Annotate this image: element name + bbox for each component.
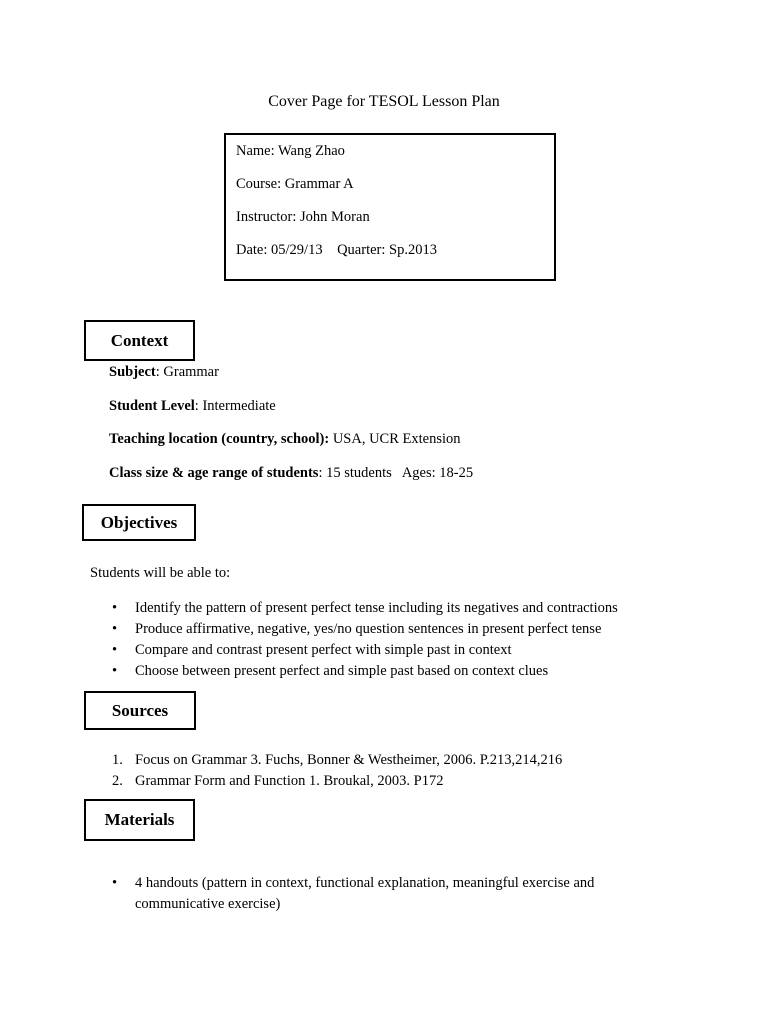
sources-heading — [84, 691, 196, 730]
info-name: Name: Wang Zhao — [236, 143, 345, 159]
materials-heading-label: Materials — [104, 810, 175, 829]
list-item: • Choose between present perfect and simple past based on context clues — [0, 661, 618, 682]
context-class-size — [109, 465, 473, 482]
context-heading-label: Context — [110, 330, 169, 350]
bullet-icon: • — [112, 642, 118, 658]
list-item: 2. Grammar Form and Function 1. Broukal, 2003. P172 — [112, 773, 444, 789]
level-label: Student Level — [109, 398, 195, 414]
context-location — [109, 431, 461, 448]
info-box — [224, 133, 556, 281]
size-label: Class size & age range of students — [109, 465, 319, 481]
info-course: Course: Grammar A — [236, 176, 354, 192]
materials-list — [0, 873, 660, 915]
list-item: • Identify the pattern of present perfect tense including its negatives and contractions — [0, 598, 618, 619]
bullet-icon: • — [112, 621, 118, 637]
objectives-heading-label: Objectives — [100, 512, 178, 532]
subject-value: : Grammar — [155, 364, 219, 380]
list-item: • Compare and contrast present perfect with simple past in context — [0, 640, 618, 661]
location-label: Teaching location (country, school): — [109, 431, 330, 447]
objectives-intro: Students will be able to: — [90, 565, 231, 581]
info-date-quarter: Date: 05/29/13 Quarter: Sp.2013 — [236, 242, 437, 258]
list-item: • Produce affirmative, negative, yes/no question sentences in present perfect tense — [0, 619, 618, 640]
list-item: 1. Focus on Grammar 3. Fuchs, Bonner & Westheimer, 2006. P.213,214,216 — [112, 752, 563, 768]
materials-heading — [84, 799, 195, 841]
info-instructor: Instructor: John Moran — [236, 209, 370, 225]
page-title: Cover Page for TESOL Lesson Plan — [268, 93, 500, 110]
context-student-level — [109, 398, 276, 415]
bullet-icon: • — [112, 600, 118, 616]
objectives-list — [0, 598, 618, 682]
context-subject — [109, 364, 219, 381]
sources-heading-label: Sources — [111, 700, 169, 720]
subject-label: Subject — [109, 364, 156, 380]
context-heading — [84, 320, 195, 361]
bullet-icon: • — [112, 663, 118, 679]
list-item: • 4 handouts (pattern in context, functional explanation, meaningful exercise and communicative exercise) — [112, 875, 595, 912]
size-value: : 15 students Ages: 18-25 — [318, 465, 474, 481]
level-value: : Intermediate — [194, 398, 276, 414]
bullet-icon: • — [112, 875, 118, 891]
objectives-heading — [82, 504, 196, 541]
sources-list — [0, 750, 562, 792]
location-value: USA, UCR Extension — [329, 431, 461, 447]
